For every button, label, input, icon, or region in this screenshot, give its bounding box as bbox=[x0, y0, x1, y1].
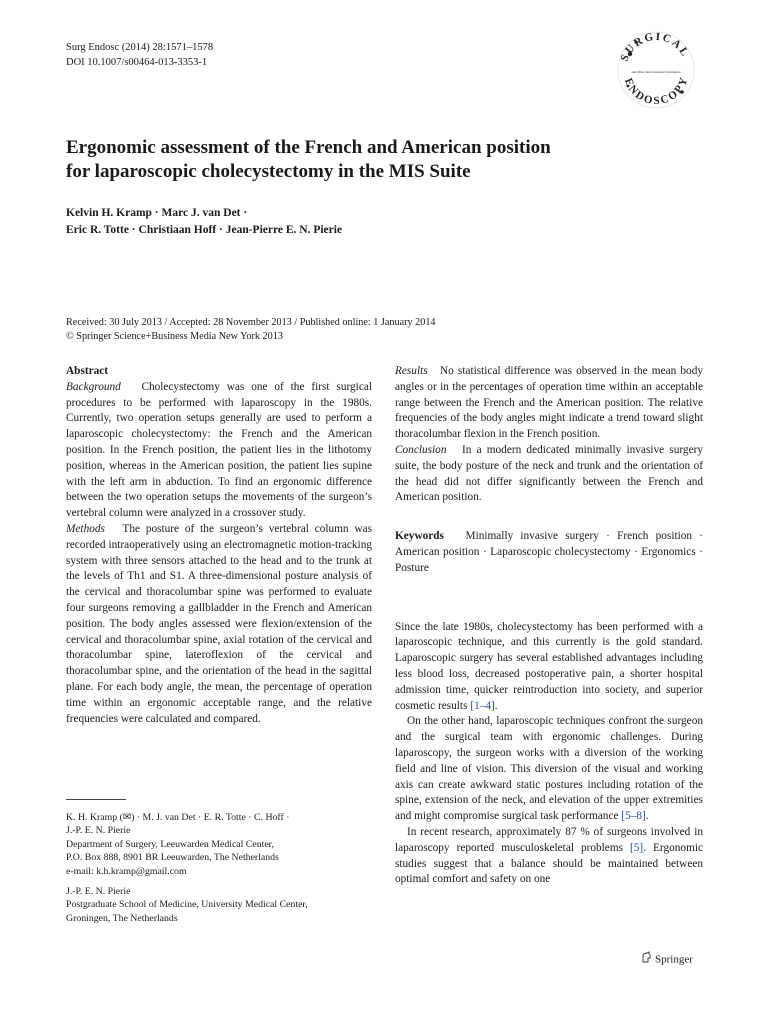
citation-link-5-8[interactable]: [5–8] bbox=[621, 810, 646, 823]
paragraph-2-end: . bbox=[645, 810, 649, 823]
logo-bottom-text: ENDOSCOPY bbox=[621, 74, 691, 108]
contact-email[interactable]: e-mail: k.h.kramp@gmail.com bbox=[66, 865, 187, 877]
background-label: Background bbox=[66, 380, 121, 393]
journal-logo bbox=[608, 20, 704, 116]
abstract-conclusion bbox=[395, 443, 703, 506]
body-paragraph-3 bbox=[395, 825, 703, 888]
logo-middle-text: and Other Interventional Techniques bbox=[631, 70, 681, 74]
conclusion-label: Conclusion bbox=[395, 443, 447, 456]
footnote-authors-line-2: J.-P. E. N. Pierie bbox=[66, 825, 131, 837]
results-text: No statistical difference was observed in the mean body angles or in the percentages of operation time within an acceptable range between the French and the American position. The relative frequencies of the body angles might indicate a trend toward slight thoracolumbar flexion in the French position. bbox=[395, 365, 703, 441]
keywords bbox=[395, 529, 703, 576]
author-list bbox=[66, 205, 626, 239]
methods-text: The posture of the surgeon’s vertebral column was recorded intraoperatively using an electromagnetic motion-tracking system with three sensors attached to the head and to the trunk at the levels of Th1 and S1. A three-dimensional posture analysis of the cervical and thoracolumbar spine was performed to evaluate four surgeons removing a gallbladder in the French and American position. The body angles assessed were flexion/extension of the cervical and thoracolumbar spine, axial rotation of the cervical and thoracolumbar spine, lateroflexion of the cervical and thoracolumbar spine, and the orientation of the head in the sagittal plane. For each body angle, the mean, the percentage of operation time within an ergonomic acceptable range, and the relative frequencies were calculated and compared. bbox=[66, 522, 372, 725]
paragraph-1-text: Since the late 1980s, cholecystectomy has been performed with a laparoscopic technique, and this currently is the gold standard. Laparoscopic surgery has several established advantages including less blood loss, decreased postoperative pain, a shorter hospital admission time, quicker reintroduction into society, and superior cosmetic results bbox=[395, 620, 703, 712]
paragraph-1-end: . bbox=[494, 699, 498, 712]
article-title bbox=[66, 136, 626, 184]
introduction-text bbox=[395, 620, 703, 889]
results-label: Results bbox=[395, 365, 428, 377]
svg-text:SURGICAL bbox=[619, 31, 692, 63]
citation-link-1-4[interactable]: [1–4] bbox=[470, 699, 495, 712]
affiliation-address: P.O. Box 888, 8901 BR Leeuwarden, The Netherlands bbox=[66, 852, 279, 864]
citation-link-5[interactable]: [5] bbox=[630, 841, 644, 854]
publication-dates bbox=[66, 316, 706, 343]
affiliation-block-1 bbox=[66, 811, 372, 878]
title-line-2: for laparoscopic cholecystectomy in the MIS Suite bbox=[66, 161, 471, 182]
publisher-name: Springer bbox=[655, 953, 693, 966]
abstract-heading: Abstract bbox=[66, 365, 109, 377]
paragraph-3-text: In recent research, approximately 87 % of surgeons involved in laparoscopy reported musculoskeletal problems bbox=[395, 825, 703, 854]
background-text: Cholecystectomy was one of the first surgical procedures to be performed with laparoscopy in the 1980s. Currently, two operation setups generally are used to perform a laparoscopic cholecystectomy: the French and the American position. In the French position, the patient lies in the lithotomy position, whereas in the American position, the patient lies supine with the left arm in abduction. To find an ergonomic difference between the two operation setups the movements of the surgeon’s vertebral column were analyzed in a crossover study. bbox=[66, 380, 372, 520]
paragraph-3-text-cont: . Ergonomic studies suggest that a balance should be maintained between optimal comfort and safety on one bbox=[395, 841, 704, 886]
methods-label: Methods bbox=[66, 522, 105, 535]
copyright-line: © Springer Science+Business Media New York 2013 bbox=[66, 330, 283, 342]
right-column bbox=[395, 364, 703, 888]
author-affiliations bbox=[66, 811, 372, 932]
affiliation-block-2 bbox=[66, 885, 372, 925]
publisher-mark bbox=[640, 951, 693, 969]
footnote-authors-line-1: K. H. Kramp (✉) · M. J. van Det · E. R. Totte · C. Hoff · bbox=[66, 812, 290, 823]
springer-horse-icon bbox=[640, 951, 653, 969]
keywords-text: Minimally invasive surgery · French position · American position · Laparoscopic cholecystectomy · Ergonomics · Posture bbox=[395, 530, 703, 574]
keywords-label: Keywords bbox=[395, 530, 444, 543]
abstract-background bbox=[66, 380, 372, 522]
body-paragraph-1 bbox=[395, 620, 703, 715]
logo-top-text: SURGICAL bbox=[618, 30, 692, 64]
affiliation-line-2: Postgraduate School of Medicine, University Medical Center, bbox=[66, 899, 308, 911]
affiliation-address-2: Groningen, The Netherlands bbox=[66, 912, 178, 924]
surgical-endoscopy-seal bbox=[608, 20, 704, 116]
affiliation-line: Department of Surgery, Leeuwarden Medical Center, bbox=[66, 838, 274, 850]
abstract-methods bbox=[66, 522, 372, 727]
abstract-results bbox=[395, 364, 703, 443]
left-column bbox=[66, 364, 372, 727]
authors-line-1: Kelvin H. Kramp · Marc J. van Det · bbox=[66, 207, 248, 219]
footnote-divider bbox=[66, 799, 126, 800]
title-line-1: Ergonomic assessment of the French and American position bbox=[66, 137, 551, 158]
paragraph-2-text: On the other hand, laparoscopic techniques confront the surgeon and the surgical team with ergonomic challenges. During laparoscopy, the surgeon works with a diversion of the working field and line of vision. This diversion of the visual and working axis can create awkward static postures including rotation of the spine, extension of the neck, and elevation of the upper extremities and might compromise surgical task performance bbox=[395, 715, 703, 823]
conclusion-text: In a modern dedicated minimally invasive surgery suite, the body posture of the neck and trunk and the orientation of the head did not differ significantly between the French and American position. bbox=[395, 443, 703, 504]
doi: DOI 10.1007/s00464-013-3353-1 bbox=[66, 57, 208, 68]
footnote-author-2: J.-P. E. N. Pierie bbox=[66, 886, 131, 898]
dates-line: Received: 30 July 2013 / Accepted: 28 November 2013 / Published online: 1 January 2014 bbox=[66, 317, 436, 328]
body-paragraph-2 bbox=[395, 714, 703, 825]
journal-citation: Surg Endosc (2014) 28:1571–1578 bbox=[66, 42, 214, 53]
svg-text:ENDOSCOPY bbox=[622, 74, 691, 107]
journal-reference bbox=[66, 40, 213, 70]
authors-line-2: Eric R. Totte · Christiaan Hoff · Jean-Pierre E. N. Pierie bbox=[66, 224, 343, 236]
